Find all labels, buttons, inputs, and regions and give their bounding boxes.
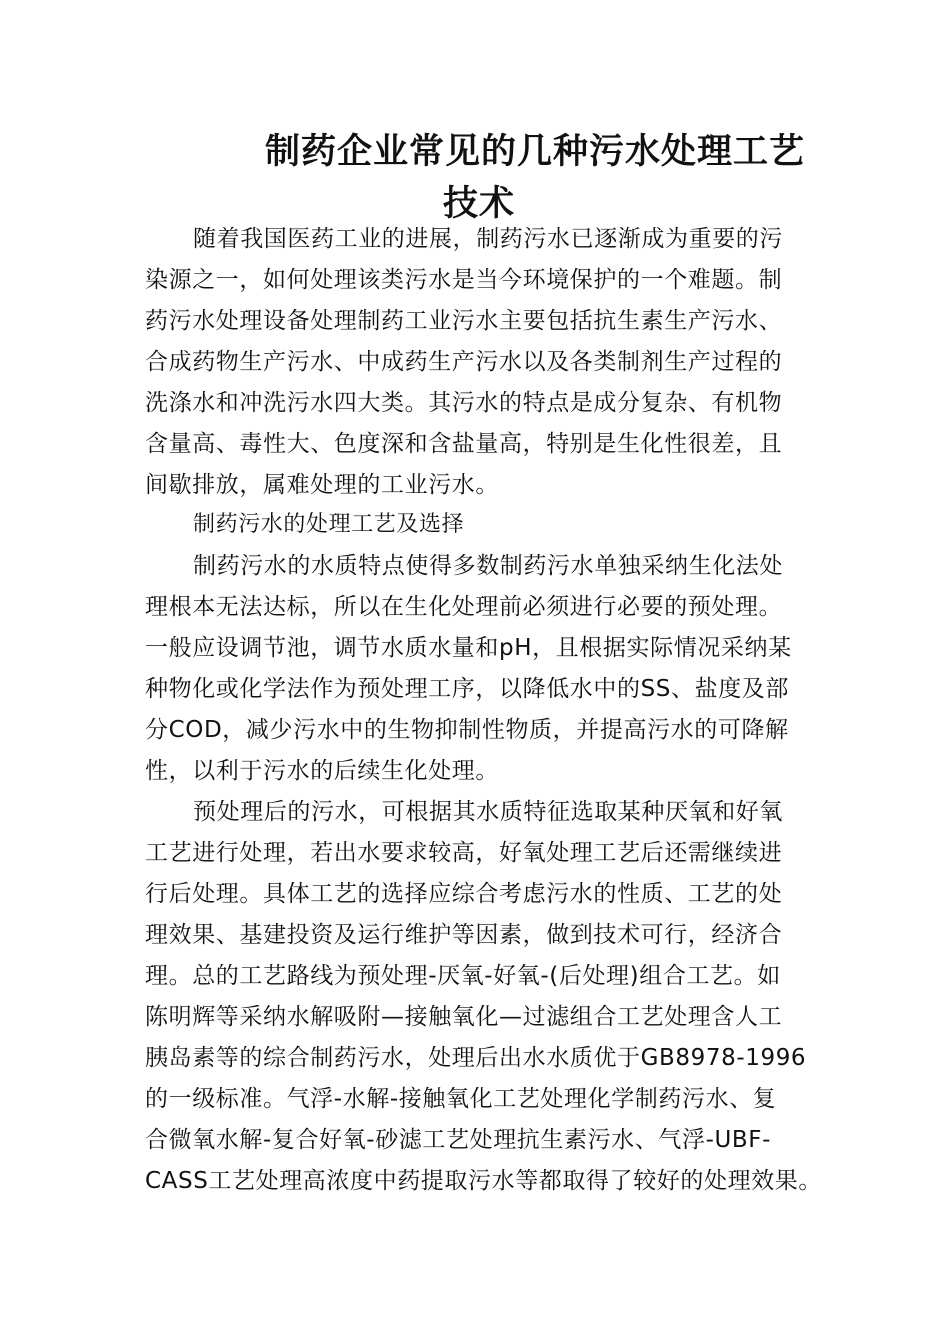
body-text-line: 种物化或化学法作为预处理工序，以降低水中的SS、盐度及部 [145,676,789,702]
body-text-line: 制药污水的水质特点使得多数制药污水单独采纳生化法处 [193,553,783,579]
body-text-line: 药污水处理设备处理制药工业污水主要包括抗生素生产污水、 [145,308,783,334]
body-text-line: 工艺进行处理，若出水要求较高，好氧处理工艺后还需继续进 [145,840,783,866]
body-text-line: 理效果、基建投资及运行维护等因素，做到技术可行，经济合 [145,922,783,948]
section-heading: 制药污水的处理工艺及选择 [193,512,465,537]
body-text-line: 洗涤水和冲洗污水四大类。其污水的特点是成分复杂、有机物 [145,390,783,416]
body-text-line: 含量高、毒性大、色度深和含盐量高，特别是生化性很差，且 [145,431,783,457]
body-text-line: 分COD，减少污水中的生物抑制性物质，并提高污水的可降解 [145,717,789,743]
body-text-line: 理。总的工艺路线为预处理-厌氧-好氧-(后处理)组合工艺。如 [145,963,781,989]
body-text-line: 染源之一，如何处理该类污水是当今环境保护的一个难题。制 [145,267,783,293]
body-text-line: 间歇排放，属难处理的工业污水。 [145,472,499,498]
body-text-line: 合成药物生产污水、中成药生产污水以及各类制剂生产过程的 [145,349,783,375]
body-text-line: 理根本无法达标，所以在生化处理前必须进行必要的预处理。 [145,594,783,620]
body-text-line: 随着我国医药工业的进展，制药污水已逐渐成为重要的污 [193,226,783,252]
body-text-line: 一般应设调节池，调节水质水量和pH，且根据实际情况采纳某 [145,635,792,661]
body-text-line: 行后处理。具体工艺的选择应综合考虑污水的性质、工艺的处 [145,881,783,907]
body-text-line: 陈明辉等采纳水解吸附—接触氧化—过滤组合工艺处理含人工 [145,1004,783,1030]
document-title-line-1: 制药企业常见的几种污水处理工艺 [265,131,806,172]
body-text-line: 的一级标准。气浮-水解-接触氧化工艺处理化学制药污水、复 [145,1086,777,1112]
body-text-line: 合微氧水解-复合好氧-砂滤工艺处理抗生素污水、气浮-UBF- [145,1127,772,1153]
body-text-line: 胰岛素等的综合制药污水，处理后出水水质优于GB8978-1996 [145,1045,807,1071]
body-text-line: CASS工艺处理高浓度中药提取污水等都取得了较好的处理效果。 [145,1168,822,1194]
body-text-line: 性，以利于污水的后续生化处理。 [145,758,499,784]
body-text-line: 预处理后的污水，可根据其水质特征选取某种厌氧和好氧 [193,799,783,825]
document-title-line-2: 技术 [443,183,516,224]
